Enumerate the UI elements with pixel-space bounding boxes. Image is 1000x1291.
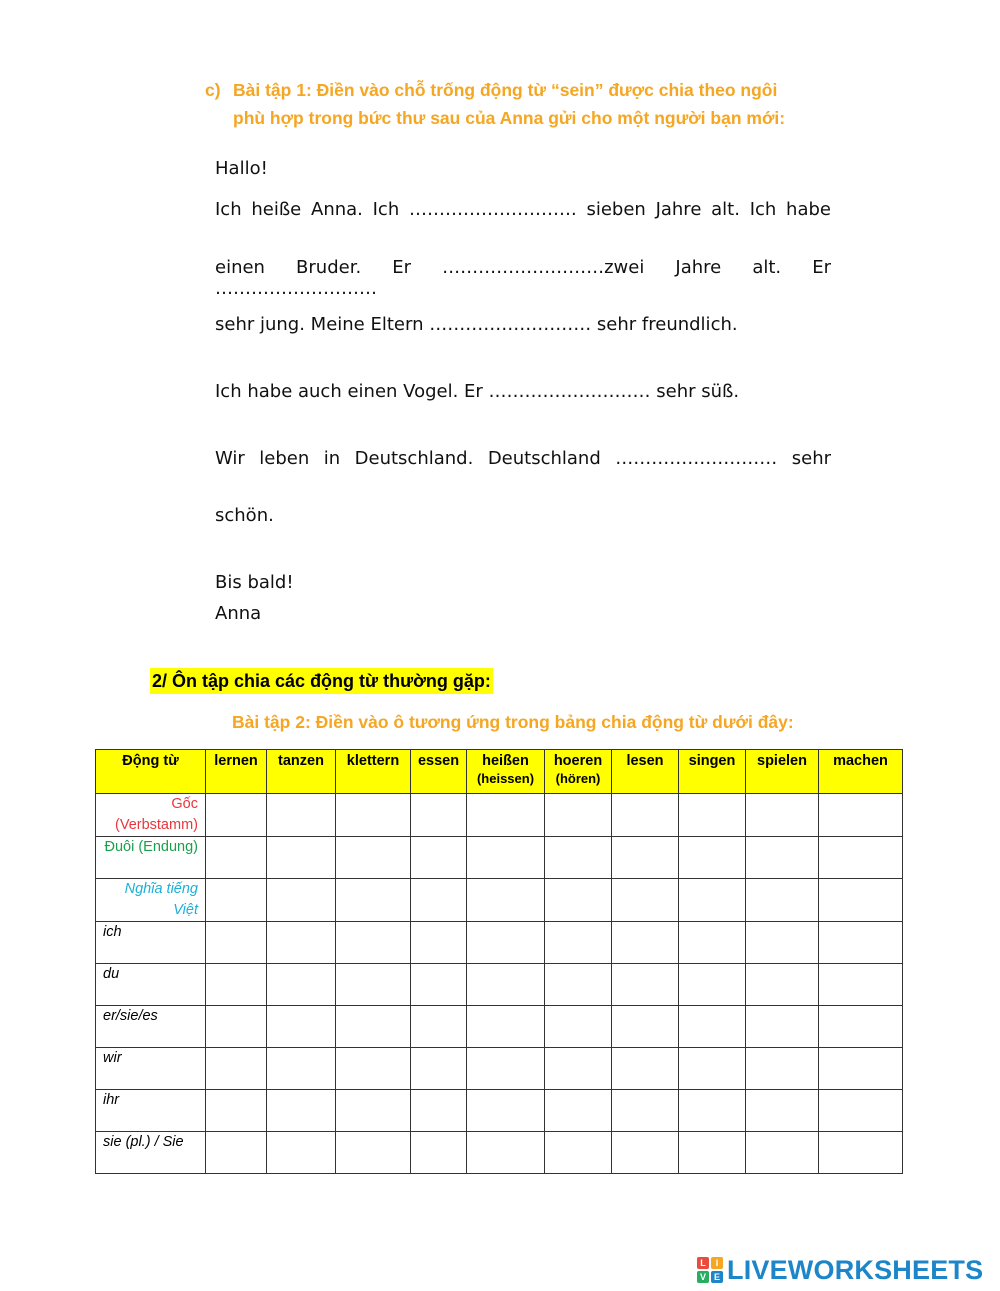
answer-cell[interactable] — [545, 964, 612, 1006]
liveworksheets-logo — [697, 1256, 983, 1284]
table-row — [96, 837, 903, 879]
answer-cell[interactable] — [206, 1048, 267, 1090]
answer-cell[interactable] — [336, 1090, 411, 1132]
answer-cell[interactable] — [819, 794, 903, 837]
logo-mark-letter: L — [697, 1257, 709, 1269]
table-row — [96, 794, 903, 837]
answer-cell[interactable] — [679, 922, 746, 964]
answer-cell[interactable] — [612, 794, 679, 837]
answer-cell[interactable] — [267, 1006, 336, 1048]
answer-cell[interactable] — [679, 837, 746, 879]
exercise1-title-line1: Bài tập 1: Điền vào chỗ trống động từ “sein” được chia theo ngôi — [233, 80, 778, 100]
row-label: wir — [96, 1048, 206, 1090]
answer-cell[interactable] — [819, 1048, 903, 1090]
answer-cell[interactable] — [267, 879, 336, 922]
answer-cell[interactable] — [411, 1090, 467, 1132]
answer-cell[interactable] — [545, 837, 612, 879]
answer-cell[interactable] — [612, 1006, 679, 1048]
answer-cell[interactable] — [206, 1132, 267, 1174]
answer-cell[interactable] — [206, 1090, 267, 1132]
answer-cell[interactable] — [206, 964, 267, 1006]
answer-cell[interactable] — [467, 964, 545, 1006]
answer-cell[interactable] — [336, 837, 411, 879]
header-essen — [411, 750, 467, 794]
row-label: ihr — [96, 1090, 206, 1132]
answer-cell[interactable] — [545, 1132, 612, 1174]
row-label: Nghĩa tiếng Việt — [96, 879, 206, 922]
answer-cell[interactable] — [411, 964, 467, 1006]
answer-cell[interactable] — [612, 837, 679, 879]
answer-cell[interactable] — [545, 879, 612, 922]
answer-cell[interactable] — [336, 879, 411, 922]
header-sublabel: (heissen) — [476, 771, 535, 786]
exercise1-title — [205, 76, 845, 132]
answer-cell[interactable] — [411, 922, 467, 964]
answer-cell[interactable] — [267, 964, 336, 1006]
header-heißen — [467, 750, 545, 794]
letter-signature: Anna — [215, 603, 262, 624]
exercise1-marker: c) — [205, 80, 221, 100]
header-lesen — [612, 750, 679, 794]
section2-heading: 2/ Ôn tập chia các động từ thường gặp: — [150, 668, 493, 694]
answer-cell[interactable] — [467, 1048, 545, 1090]
answer-cell[interactable] — [411, 794, 467, 837]
table-row — [96, 964, 903, 1006]
table-header-row — [96, 750, 903, 794]
header-label: lesen — [626, 753, 664, 769]
answer-cell[interactable] — [336, 794, 411, 837]
row-label: du — [96, 964, 206, 1006]
answer-cell[interactable] — [612, 1132, 679, 1174]
answer-cell[interactable] — [545, 1006, 612, 1048]
answer-cell[interactable] — [679, 1048, 746, 1090]
answer-cell[interactable] — [612, 922, 679, 964]
answer-cell[interactable] — [411, 1006, 467, 1048]
answer-cell[interactable] — [206, 879, 267, 922]
answer-cell[interactable] — [746, 964, 819, 1006]
answer-cell[interactable] — [746, 1048, 819, 1090]
table-row — [96, 1006, 903, 1048]
letter-line-3: sehr jung. Meine Eltern ……………………… sehr freundlich. — [215, 314, 738, 335]
letter-line-6: schön. — [215, 505, 274, 526]
answer-cell[interactable] — [467, 1132, 545, 1174]
answer-cell[interactable] — [206, 794, 267, 837]
header-tanzen — [267, 750, 336, 794]
row-label: Đuôi (Endung) — [96, 837, 206, 879]
answer-cell[interactable] — [467, 1090, 545, 1132]
header-hoeren — [545, 750, 612, 794]
answer-cell[interactable] — [336, 964, 411, 1006]
answer-cell[interactable] — [267, 794, 336, 837]
header-verb: Động từ — [96, 750, 206, 794]
answer-cell[interactable] — [467, 922, 545, 964]
logo-mark-letter: V — [697, 1271, 709, 1283]
answer-cell[interactable] — [746, 794, 819, 837]
answer-cell[interactable] — [336, 1006, 411, 1048]
table-row — [96, 1132, 903, 1174]
answer-cell[interactable] — [612, 964, 679, 1006]
answer-cell[interactable] — [267, 1048, 336, 1090]
answer-cell[interactable] — [467, 1006, 545, 1048]
answer-cell[interactable] — [612, 1048, 679, 1090]
exercise2-title: Bài tập 2: Điền vào ô tương ứng trong bảng chia động từ dưới đây: — [232, 712, 794, 732]
answer-cell[interactable] — [819, 922, 903, 964]
answer-cell[interactable] — [467, 879, 545, 922]
header-label: singen — [688, 753, 736, 769]
answer-cell[interactable] — [206, 922, 267, 964]
row-label: Gốc (Verbstamm) — [96, 794, 206, 837]
answer-cell[interactable] — [411, 837, 467, 879]
answer-cell[interactable] — [545, 1090, 612, 1132]
header-label: heißen — [482, 753, 529, 769]
answer-cell[interactable] — [267, 922, 336, 964]
header-sublabel: (hören) — [555, 771, 601, 786]
logo-mark-icon — [697, 1257, 723, 1283]
letter-greeting: Hallo! — [215, 158, 268, 179]
table-row — [96, 1048, 903, 1090]
row-label: ich — [96, 922, 206, 964]
answer-cell[interactable] — [679, 1006, 746, 1048]
answer-cell[interactable] — [411, 1132, 467, 1174]
row-label: er/sie/es — [96, 1006, 206, 1048]
answer-cell[interactable] — [206, 837, 267, 879]
logo-text: LIVEWORKSHEETS — [727, 1254, 984, 1285]
answer-cell[interactable] — [545, 794, 612, 837]
logo-mark-letter: E — [711, 1271, 723, 1283]
answer-cell[interactable] — [746, 922, 819, 964]
header-klettern — [336, 750, 411, 794]
answer-cell[interactable] — [336, 1132, 411, 1174]
answer-cell[interactable] — [467, 794, 545, 837]
header-label: spielen — [757, 753, 807, 769]
letter-line-4: Ich habe auch einen Vogel. Er ……………………… sehr süß. — [215, 381, 740, 402]
letter-line-1: Ich heiße Anna. Ich ………………………. sieben Jahre alt. Ich habe — [215, 199, 831, 220]
answer-cell[interactable] — [267, 837, 336, 879]
header-label: hoeren — [553, 753, 603, 769]
answer-cell[interactable] — [206, 1006, 267, 1048]
answer-cell[interactable] — [819, 1090, 903, 1132]
answer-cell[interactable] — [411, 1048, 467, 1090]
header-label: tanzen — [278, 753, 324, 769]
answer-cell[interactable] — [267, 1090, 336, 1132]
answer-cell[interactable] — [746, 879, 819, 922]
answer-cell[interactable] — [746, 1006, 819, 1048]
letter-line-2: einen Bruder. Er ………………………zwei Jahre alt. Er ……………………… — [215, 257, 831, 299]
exercise1-title-line2: phù hợp trong bức thư sau của Anna gửi cho một người bạn mới: — [233, 108, 786, 128]
answer-cell[interactable] — [679, 1090, 746, 1132]
header-lernen — [206, 750, 267, 794]
letter-line-5: Wir leben in Deutschland. Deutschland ……………………… sehr — [215, 448, 831, 469]
answer-cell[interactable] — [336, 922, 411, 964]
answer-cell[interactable] — [411, 879, 467, 922]
conjugation-table — [95, 749, 903, 1174]
row-label: sie (pl.) / Sie — [96, 1132, 206, 1174]
header-label: machen — [833, 753, 888, 769]
answer-cell[interactable] — [746, 1132, 819, 1174]
answer-cell[interactable] — [679, 879, 746, 922]
answer-cell[interactable] — [819, 837, 903, 879]
answer-cell[interactable] — [267, 1132, 336, 1174]
header-singen — [679, 750, 746, 794]
table-row — [96, 879, 903, 922]
answer-cell[interactable] — [746, 837, 819, 879]
header-label: essen — [417, 753, 460, 769]
answer-cell[interactable] — [679, 964, 746, 1006]
answer-cell[interactable] — [819, 879, 903, 922]
header-label: lernen — [214, 753, 258, 769]
answer-cell[interactable] — [545, 1048, 612, 1090]
answer-cell[interactable] — [679, 1132, 746, 1174]
answer-cell[interactable] — [612, 879, 679, 922]
answer-cell[interactable] — [746, 1090, 819, 1132]
table-row — [96, 1090, 903, 1132]
header-spielen — [746, 750, 819, 794]
answer-cell[interactable] — [467, 837, 545, 879]
answer-cell[interactable] — [819, 964, 903, 1006]
answer-cell[interactable] — [819, 1006, 903, 1048]
header-machen — [819, 750, 903, 794]
answer-cell[interactable] — [545, 922, 612, 964]
answer-cell[interactable] — [679, 794, 746, 837]
answer-cell[interactable] — [819, 1132, 903, 1174]
header-label: klettern — [346, 753, 400, 769]
answer-cell[interactable] — [612, 1090, 679, 1132]
answer-cell[interactable] — [336, 1048, 411, 1090]
letter-closing: Bis bald! — [215, 572, 294, 593]
table-row — [96, 922, 903, 964]
logo-mark-letter: I — [711, 1257, 723, 1269]
